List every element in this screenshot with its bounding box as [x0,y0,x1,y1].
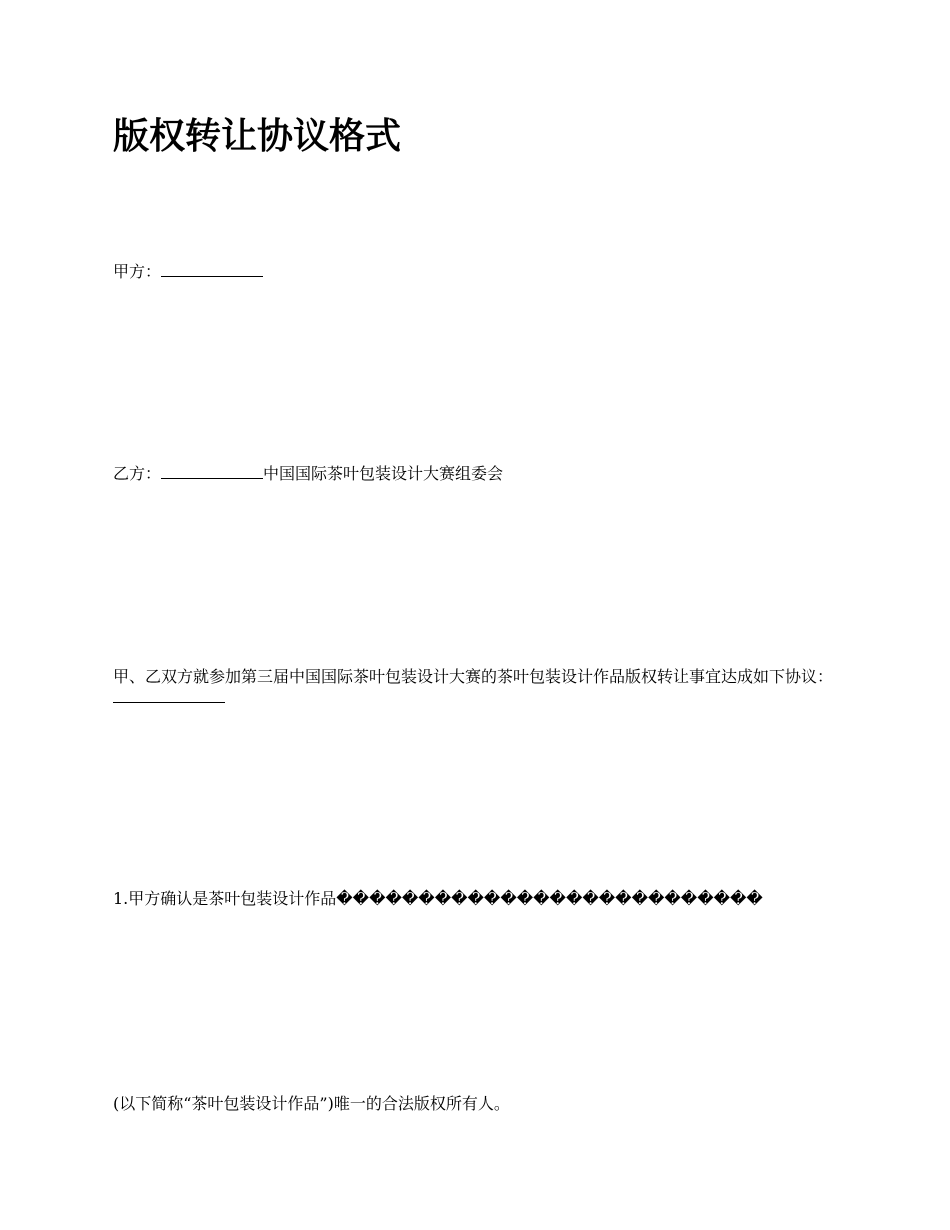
party-b-blank [161,464,263,479]
party-a-line [113,261,843,282]
agreement-intro [113,666,843,708]
party-b-line [113,463,843,484]
document-title: 版权转让协议格式 [113,115,402,157]
clause-1-continued-text: (以下简称“茶叶包装设计作品”)唯一的合法版权所有人。 [113,1094,510,1113]
party-b-label: 乙方： [113,464,162,483]
party-a-label: 甲方： [113,262,162,281]
party-b-value: 中国国际茶叶包装设计大赛组委会 [263,464,504,483]
agreement-intro-text: 甲、乙双方就参加第三届中国国际茶叶包装设计大赛的茶叶包装设计作品版权转让事宜达成如下协议： [113,667,834,686]
clause-1-continued [113,1093,843,1114]
clause-1-text: 1.甲方确认是茶叶包装设计作品�������������������������� [113,889,763,908]
agreement-intro-blank [113,688,225,703]
party-a-blank [161,262,263,277]
clause-1 [113,888,843,909]
